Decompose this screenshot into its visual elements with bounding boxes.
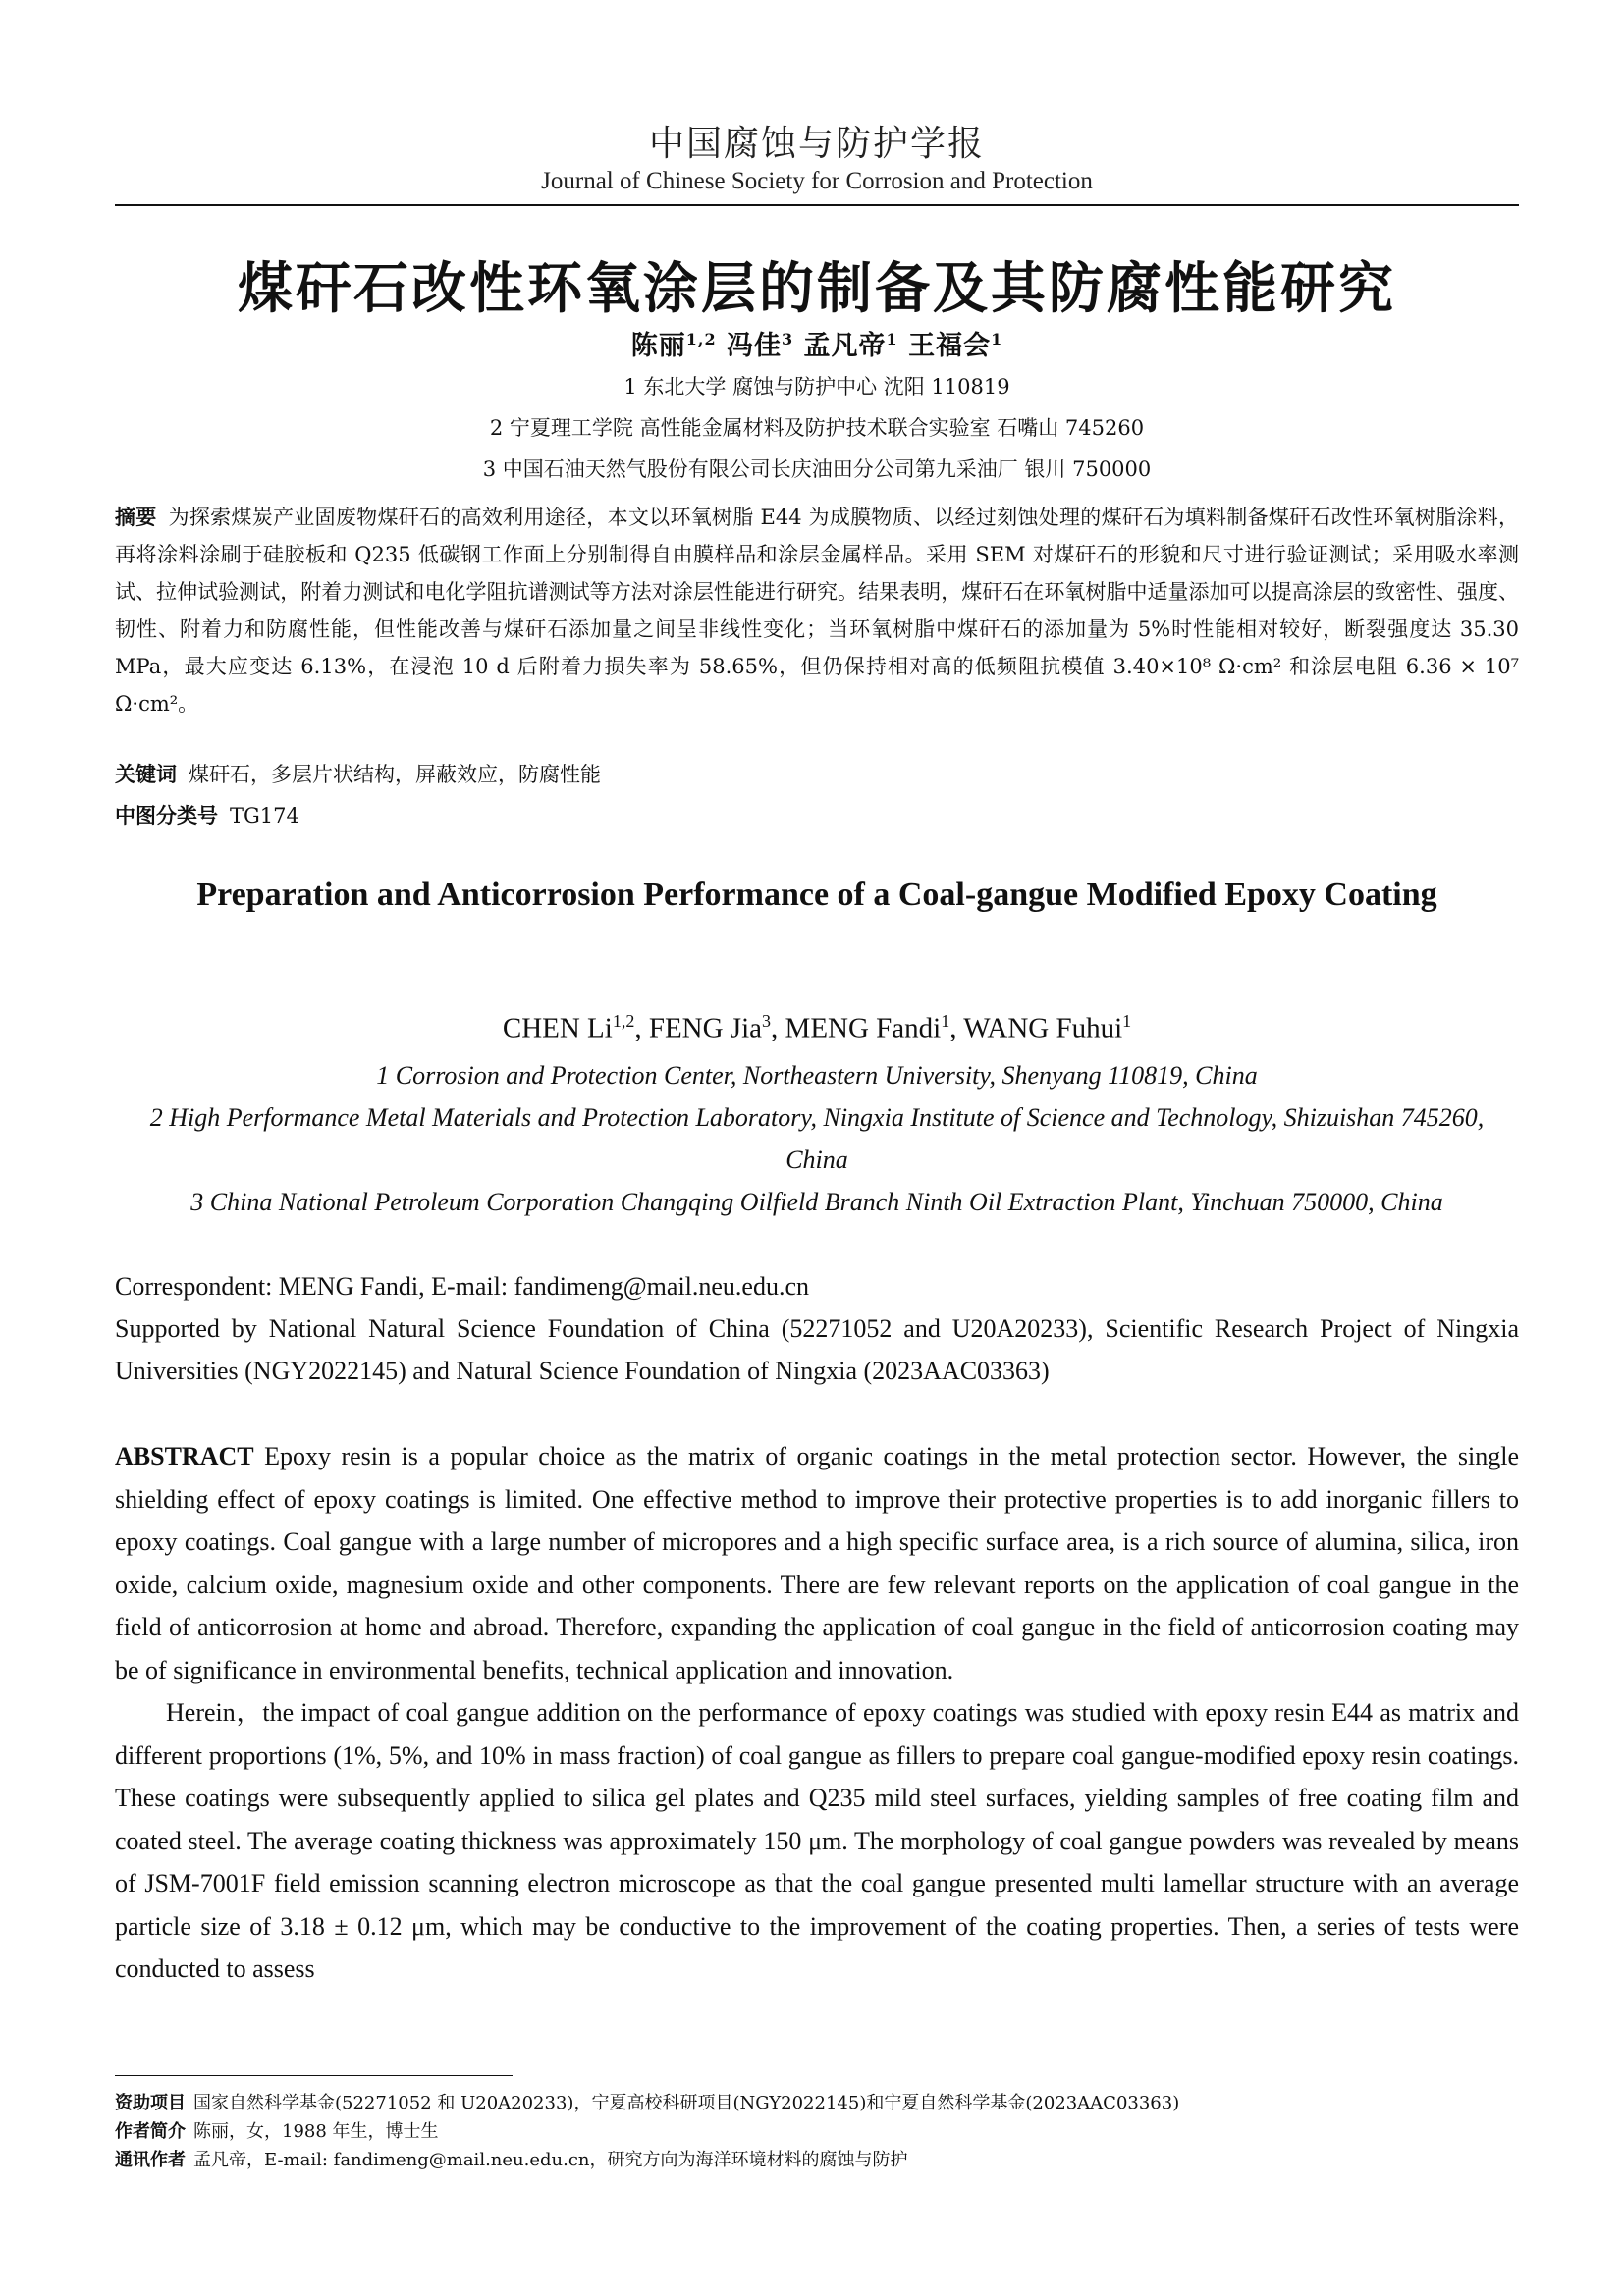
author-en-sup: 1,2	[612, 1011, 635, 1031]
affiliation-cn-1: 1 东北大学 腐蚀与防护中心 沈阳 110819	[623, 375, 1010, 399]
author-cn: 陈丽	[630, 331, 686, 361]
header-rule	[115, 204, 1519, 206]
abstract-en	[115, 1435, 1519, 1991]
author-cn-sup: 1	[991, 330, 1003, 348]
author-en-sup: 1	[941, 1011, 950, 1031]
abstract-en-p2: Herein，the impact of coal gangue addition on the performance of epoxy coatings was studied with epoxy resin E44 as matrix and different proportions (1%, 5%, and 10% in mass fraction) of coal gangue as fillers to prepare coal gangue-modified epoxy resin coatings. These coatings were subsequently applied to silica gel plates and Q235 mild steel surfaces, yielding samples of free coating film and coated steel. The average coating thickness was approximately 150 μm. The morphology of coal gangue powders was revealed by means of JSM-7001F field emission scanning electron microscope as that the coal gangue presented multi lamellar structure with an average particle size of 3.18 ± 0.12 μm, which may be conductive to the improvement of the coating properties. Then, a series of tests were conducted to assess	[115, 1698, 1519, 1983]
footnote-rule	[115, 2075, 513, 2076]
abstract-en-label: ABSTRACT	[115, 1442, 254, 1470]
abstract-en-p1: Epoxy resin is a popular choice as the matrix of organic coatings in the metal protection sector. However, the single shielding effect of epoxy coatings is limited. One effective method to improve their protective properties is to add inorganic fillers to epoxy coatings. Coal gangue with a large number of micropores and a high specific surface area, is a rich source of alumina, silica, iron oxide, calcium oxide, magnesium oxide and other components. There are few relevant reports on the application of coal gangue in the field of anticorrosion at home and abroad. Therefore, expanding the application of coal gangue in the field of anticorrosion coating may be of significance in environmental benefits, technical application and innovation.	[115, 1442, 1519, 1684]
funding-statement: Supported by National Natural Science Foundation of China (52271052 and U20A20233), Scientific Research Project of Ningxia Universities (NGY2022145) and Natural Science Foundation of Ningxia (2023AAC03363)	[115, 1314, 1519, 1385]
footnote-label: 通讯作者	[115, 2150, 186, 2170]
footnote-text: 国家自然科学基金(52271052 和 U20A20233)，宁夏高校科研项目(NGY2022145)和宁夏自然科学基金(2023AAC03363)	[193, 2093, 1180, 2113]
author-en: FENG Jia	[648, 1012, 763, 1044]
footnote-corresponding	[115, 2146, 1519, 2171]
abstract-cn	[115, 499, 1519, 722]
correspondent: Correspondent: MENG Fandi, E-mail: fandimeng@mail.neu.edu.cn	[115, 1272, 810, 1301]
clc-text: TG174	[230, 804, 299, 828]
author-en-sup: 3	[762, 1011, 772, 1031]
paper-title-en: Preparation and Anticorrosion Performance of a Coal-gangue Modified Epoxy Coating	[196, 877, 1437, 913]
footnote-text: 陈丽，女，1988 年生，博士生	[193, 2121, 439, 2142]
journal-name-en: Journal of Chinese Society for Corrosion and Protection	[541, 168, 1093, 194]
authors-cn	[115, 324, 1519, 362]
affiliation-en-2: 2 High Performance Metal Materials and Protection Laboratory, Ningxia Institute of Science and Technology, Shizuishan 745260, China	[149, 1103, 1485, 1174]
keywords-cn-text: 煤矸石，多层片状结构，屏蔽效应，防腐性能	[189, 763, 601, 786]
clc-label: 中图分类号	[115, 804, 218, 828]
abstract-cn-text: 为探索煤炭产业固废物煤矸石的高效利用途径，本文以环氧树脂 E44 为成膜物质、以经过刻蚀处理的煤矸石为填料制备煤矸石改性环氧树脂涂料，再将涂料涂刷于硅胶板和 Q235 低碳钢工作面上分别制得自由膜样品和涂层金属样品。采用 SEM 对煤矸石的形貌和尺寸进行验证测试；采用吸水率测试、拉伸试验测试，附着力测试和电化学阻抗谱测试等方法对涂层性能进行研究。结果表明，煤矸石在环氧树脂中适量添加可以提高涂层的致密性、强度、韧性、附着力和防腐性能，但性能改善与煤矸石添加量之间呈非线性变化；当环氧树脂中煤矸石的添加量为 5%时性能相对较好，断裂强度达 35.30 MPa，最大应变达 6.13%，在浸泡 10 d 后附着力损失率为 58.65%，但仍保持相对高的低频阻抗模值 3.40×10⁸ Ω·cm² 和涂层电阻 6.36 × 10⁷ Ω·cm²。	[115, 506, 1519, 716]
affiliation-en-1: 1 Corrosion and Protection Center, Northeastern University, Shenyang 110819, China	[376, 1061, 1258, 1090]
author-en: CHEN Li	[502, 1012, 613, 1044]
author-cn-sup: 1,2	[685, 330, 717, 348]
clc-number-cn	[115, 800, 299, 829]
keywords-cn	[115, 759, 601, 788]
author-cn: 王福会	[908, 331, 992, 361]
author-en: MENG Fandi	[785, 1012, 942, 1044]
footnote-text: 孟凡帝，E-mail: fandimeng@mail.neu.edu.cn，研究方向为海洋环境材料的腐蚀与防护	[193, 2150, 908, 2170]
author-cn: 冯佳	[727, 331, 782, 361]
author-cn-sup: 1	[886, 330, 898, 348]
footnote-author-bio	[115, 2117, 1519, 2143]
author-cn-sup: 3	[782, 330, 794, 348]
authors-en: CHEN Li$^{1,2}$, FENG Jia$^3$, MENG Fandi$^1$, WANG Fuhui$^1$	[502, 1011, 1132, 1044]
abstract-en-paragraph	[115, 1435, 1519, 1691]
journal-name-cn: 中国腐蚀与防护学报	[648, 124, 985, 164]
affiliation-cn-2: 2 宁夏理工学院 高性能金属材料及防护技术联合实验室 石嘴山 745260	[489, 416, 1145, 440]
paper-title-cn: 煤矸石改性环氧涂层的制备及其防腐性能研究	[238, 257, 1396, 321]
paper-page	[115, 0, 1519, 2296]
author-cn: 孟凡帝	[803, 331, 887, 361]
footnote-funding	[115, 2089, 1519, 2114]
affiliation-cn-3: 3 中国石油天然气股份有限公司长庆油田分公司第九采油厂 银川 750000	[482, 457, 1152, 481]
author-en: WANG Fuhui	[963, 1012, 1123, 1044]
keywords-cn-label: 关键词	[115, 763, 177, 786]
affiliation-en-3: 3 China National Petroleum Corporation Changqing Oilfield Branch Ninth Oil Extraction Plant, Yinchuan 750000, China	[190, 1188, 1443, 1216]
abstract-cn-label: 摘要	[115, 506, 157, 529]
author-en-sup: 1	[1122, 1011, 1132, 1031]
footnote-label: 作者简介	[115, 2121, 186, 2142]
footnote-label: 资助项目	[115, 2093, 186, 2113]
